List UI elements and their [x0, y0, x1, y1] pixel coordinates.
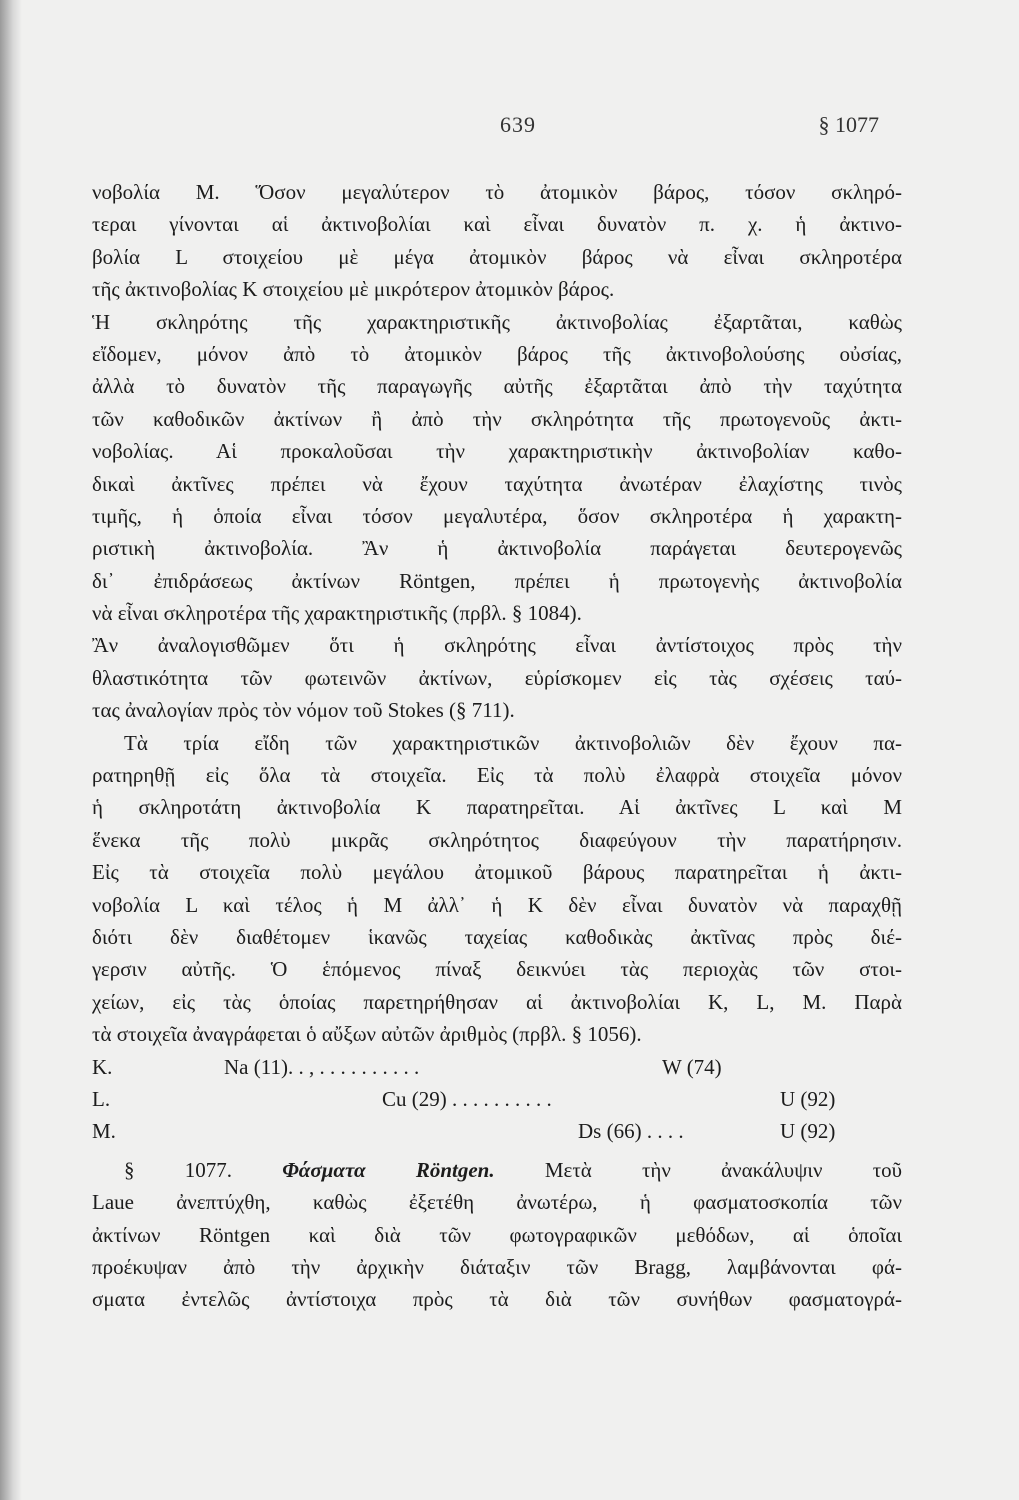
range-start: Ds (66) . . . . [578, 1119, 684, 1144]
text-line: νὰ εἶναι σκληροτέρα τῆς χαρακτηριστικῆς (πρβλ. § 1084). [92, 601, 582, 626]
table-row [92, 1115, 902, 1147]
section-title: Φάσματα Röntgen. [282, 1157, 495, 1182]
range-end: U (92) [780, 1119, 836, 1144]
text-line: τὰ στοιχεῖα ἀναγράφεται ὁ αὔξων αὐτῶν ἀριθμὸς (πρβλ. § 1056). [92, 1022, 642, 1047]
text-line: νοβολία Μ. Ὅσον μεγαλύτερον τὸ ἀτομικὸν βάρος, τόσον σκληρό- [92, 180, 902, 204]
running-section-ref: § 1077 [818, 112, 879, 137]
text-line: προέκυψαν ἀπὸ τὴν ἀρχικὴν διάταξιν τῶν Bragg, λαμβάνονται φά- [92, 1254, 902, 1279]
text-line: νοβολία L καὶ τέλος ἡ Μ ἀλλ᾿ ἡ Κ δὲν εἶναι δυνατὸν νὰ παραχθῇ [92, 892, 902, 917]
text-line: τῶν καθοδικῶν ἀκτίνων ἢ ἀπὸ τὴν σκληρότητα τῆς πρωτογενοῦς ἀκτι- [92, 406, 902, 431]
text-line: εἴδομεν, μόνον ἀπὸ τὸ ἀτομικὸν βάρος τῆς ἀκτινοβολούσης οὐσίας, [92, 341, 902, 366]
text-line: Τὰ τρία εἴδη τῶν χαρακτηριστικῶν ἀκτινοβολιῶν δὲν ἔχουν πα- [124, 730, 902, 755]
text-line: Μετὰ τὴν ἀνακάλυψιν τοῦ [544, 1157, 902, 1182]
page-header [0, 112, 1019, 148]
text-line: θλαστικότητα τῶν φωτεινῶν ἀκτίνων, εὑρίσκομεν εἰς τὰς σχέσεις ταύ- [92, 665, 902, 690]
text-line: ρατηρηθῇ εἰς ὅλα τὰ στοιχεῖα. Εἰς τὰ πολὺ ἐλαφρὰ στοιχεῖα μόνον [92, 763, 902, 788]
range-start: Na (11). . , . . . . . . . . . . [224, 1054, 420, 1079]
text-line: τας ἀναλογίαν πρὸς τὸν νόμον τοῦ Stokes (§ 711). [92, 698, 515, 723]
text-line: δικαὶ ἀκτῖνες πρέπει νὰ ἔχουν ταχύτητα ἀνωτέραν ἐλαχίστης τινὸς [92, 471, 902, 496]
section-heading-line [92, 1154, 902, 1186]
text-line: βολία L στοιχείου μὲ μέγα ἀτομικὸν βάρος νὰ εἶναι σκληροτέρα [92, 244, 902, 269]
page-body [92, 176, 902, 1316]
text-line: ἡ σκληροτάτη ἀκτινοβολία Κ παρατηρεῖται. Αἱ ἀκτῖνες L καὶ Μ [92, 795, 902, 820]
text-line: Ἂν ἀναλογισθῶμεν ὅτι ἡ σκληρότης εἶναι ἀντίστοιχος πρὸς τὴν [92, 633, 902, 658]
text-line: τιμῆς, ἡ ὁποία εἶναι τόσον μεγαλυτέρα, ὅσον σκληροτέρα ἡ χαρακτη- [92, 503, 902, 528]
text-line: ἀλλὰ τὸ δυνατὸν τῆς παραγωγῆς αὐτῆς ἐξαρτᾶται ἀπὸ τὴν ταχύτητα [92, 374, 902, 399]
section-number: § 1077. [124, 1157, 232, 1182]
range-end: U (92) [780, 1086, 836, 1111]
text-line: διότι δὲν διαθέτομεν ἱκανῶς ταχείας καθοδικὰς ἀκτῖνας πρὸς διέ- [92, 924, 902, 949]
text-line: τεραι γίνονται αἱ ἀκτινοβολίαι καὶ εἶναι δυνατὸν π. χ. ἡ ἀκτινο- [92, 212, 902, 237]
table-row [92, 1051, 902, 1083]
text-line: γερσιν αὐτῆς. Ὁ ἑπόμενος πίναξ δεικνύει τὰς περιοχὰς τῶν στοι- [92, 957, 902, 982]
range-start: Cu (29) . . . . . . . . . . [382, 1086, 552, 1111]
series-label: L. [92, 1086, 111, 1111]
text-line: Laue ἀνεπτύχθη, καθὼς ἐξετέθη ἀνωτέρω, ἡ φασματοσκοπία τῶν [92, 1190, 902, 1215]
page-number: 639 [500, 112, 536, 137]
element-range-table [92, 1051, 902, 1148]
range-end: W (74) [662, 1054, 722, 1079]
text-line: Εἰς τὰ στοιχεῖα πολὺ μεγάλου ἀτομικοῦ βάρους παρατηρεῖται ἡ ἀκτι- [92, 860, 902, 885]
table-row [92, 1083, 902, 1115]
text-line: Ἡ σκληρότης τῆς χαρακτηριστικῆς ἀκτινοβολίας ἐξαρτᾶται, καθὼς [92, 309, 902, 334]
text-line: δι᾿ ἐπιδράσεως ἀκτίνων Röntgen, πρέπει ἡ πρωτογενὴς ἀκτινοβολία [92, 568, 902, 593]
text-line: ἕνεκα τῆς πολὺ μικρᾶς σκληρότητος διαφεύγουν τὴν παρατήρησιν. [92, 827, 902, 852]
text-line: ἀκτίνων Röntgen καὶ διὰ τῶν φωτογραφικῶν μεθόδων, αἱ ὁποῖαι [92, 1222, 902, 1247]
text-line: ριστικὴ ἀκτινοβολία. Ἂν ἡ ἀκτινοβολία παράγεται δευτερογενῶς [92, 536, 902, 561]
text-line: σματα ἐντελῶς ἀντίστοιχα πρὸς τὰ διὰ τῶν συνήθων φασματογρά- [92, 1287, 902, 1312]
text-line: νοβολίας. Αἱ προκαλοῦσαι τὴν χαρακτηριστικὴν ἀκτινοβολίαν καθο- [92, 439, 902, 464]
series-label: Κ. [92, 1054, 113, 1079]
text-line: χείων, εἰς τὰς ὁποίας παρετηρήθησαν αἱ ἀκτινοβολίαι Κ, L, Μ. Παρὰ [92, 989, 902, 1014]
series-label: Μ. [92, 1119, 116, 1144]
text-line: τῆς ἀκτινοβολίας Κ στοιχείου μὲ μικρότερον ἀτομικὸν βάρος. [92, 277, 615, 302]
